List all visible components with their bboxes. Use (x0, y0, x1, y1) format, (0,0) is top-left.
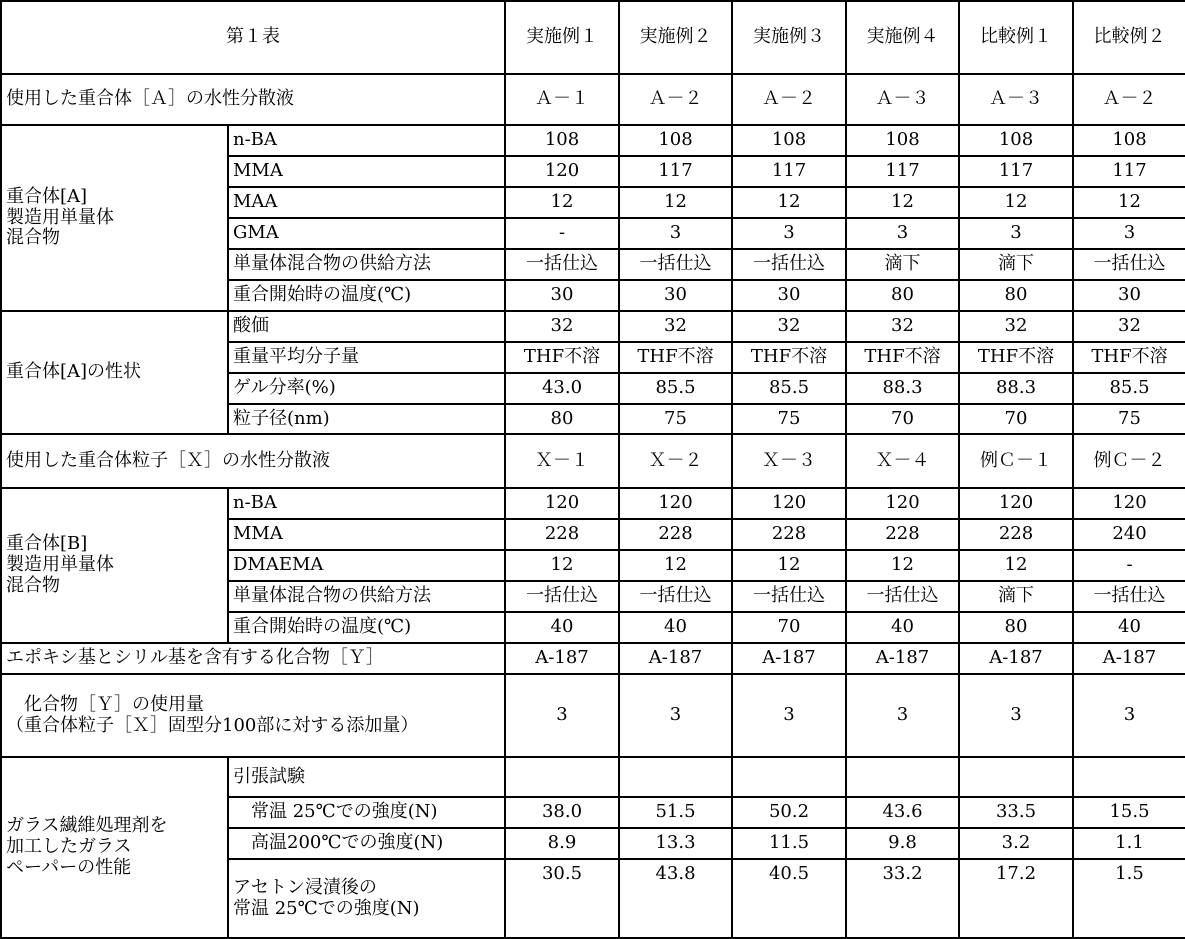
column-header: 実施例１ (505, 1, 619, 74)
value-cell: 33.5 (959, 797, 1073, 828)
value-cell: 85.5 (732, 373, 846, 404)
value-cell: 8.9 (505, 828, 619, 859)
value-cell (846, 757, 959, 797)
group-label-monomer-b: 重合体[B] 製造用単量体 混合物 (1, 488, 228, 643)
value-cell: 30.5 (505, 859, 619, 938)
value-cell: 120 (505, 488, 619, 519)
value-cell: 117 (959, 156, 1073, 187)
value-cell: 40.5 (732, 859, 846, 938)
value-cell: 1.5 (1073, 859, 1185, 938)
value-cell: 32 (1073, 311, 1185, 342)
value-cell: 120 (732, 488, 846, 519)
value-cell: 一括仕込 (505, 249, 619, 280)
value-cell (959, 757, 1073, 797)
sub-label: 常温 25℃での強度(N) (228, 797, 505, 828)
value-cell: 40 (505, 612, 619, 643)
value-cell: 108 (505, 125, 619, 156)
group-label-monomer-a: 重合体[A] 製造用単量体 混合物 (1, 125, 228, 311)
value-cell: 32 (732, 311, 846, 342)
sub-label: 高温200℃での強度(N) (228, 828, 505, 859)
column-header: 比較例２ (1073, 1, 1185, 74)
value-cell: 51.5 (619, 797, 732, 828)
sub-label: MAA (228, 187, 505, 218)
value-cell: 12 (505, 187, 619, 218)
value-cell: 滴下 (959, 249, 1073, 280)
value-cell: 33.2 (846, 859, 959, 938)
value-cell: Ａ－２ (619, 74, 732, 125)
sub-label: 重合開始時の温度(℃) (228, 280, 505, 311)
value-cell: 70 (959, 404, 1073, 434)
value-cell: 一括仕込 (732, 581, 846, 612)
value-cell: 117 (619, 156, 732, 187)
column-header: 実施例２ (619, 1, 732, 74)
value-cell: 17.2 (959, 859, 1073, 938)
sub-label: 引張試験 (228, 757, 505, 797)
value-cell: 3 (505, 674, 619, 757)
value-cell: 例Ｃ－２ (1073, 434, 1185, 488)
sub-label: 重合開始時の温度(℃) (228, 612, 505, 643)
value-cell: 32 (505, 311, 619, 342)
value-cell: 3 (846, 674, 959, 757)
value-cell: 3 (959, 218, 1073, 249)
value-cell: 3 (732, 218, 846, 249)
value-cell: 108 (1073, 125, 1185, 156)
value-cell: 88.3 (959, 373, 1073, 404)
value-cell: THF不溶 (959, 342, 1073, 373)
value-cell: 43.8 (619, 859, 732, 938)
value-cell: Ａ－１ (505, 74, 619, 125)
value-cell: 120 (846, 488, 959, 519)
value-cell: 一括仕込 (619, 581, 732, 612)
sub-label: 重量平均分子量 (228, 342, 505, 373)
sub-label: n-BA (228, 488, 505, 519)
value-cell: Ｘ－１ (505, 434, 619, 488)
dispersion-a-row (1, 74, 1185, 125)
value-cell: 12 (732, 550, 846, 581)
value-cell: 120 (959, 488, 1073, 519)
value-cell: A-187 (959, 643, 1073, 674)
value-cell: 117 (1073, 156, 1185, 187)
value-cell: 117 (732, 156, 846, 187)
group-label-properties-a: 重合体[A]の性状 (1, 311, 228, 434)
table-row (1, 488, 1185, 519)
sub-label: ゲル分率(%) (228, 373, 505, 404)
value-cell: 117 (846, 156, 959, 187)
value-cell: Ｘ－２ (619, 434, 732, 488)
value-cell (505, 757, 619, 797)
value-cell: 9.8 (846, 828, 959, 859)
value-cell: 3 (1073, 674, 1185, 757)
sub-label: 酸価 (228, 311, 505, 342)
value-cell: 108 (732, 125, 846, 156)
value-cell: 12 (1073, 187, 1185, 218)
sub-label: DMAEMA (228, 550, 505, 581)
value-cell: 滴下 (846, 249, 959, 280)
compound-y-row (1, 643, 1185, 674)
value-cell: 70 (846, 404, 959, 434)
value-cell: THF不溶 (732, 342, 846, 373)
value-cell: 80 (505, 404, 619, 434)
value-cell: 75 (619, 404, 732, 434)
group-label-glass-paper: ガラス繊維処理剤を 加工したガラス ペーパーの性能 (1, 757, 228, 938)
value-cell: 40 (619, 612, 732, 643)
sub-label: MMA (228, 156, 505, 187)
table-row (1, 757, 1185, 797)
value-cell: 120 (1073, 488, 1185, 519)
value-cell: 88.3 (846, 373, 959, 404)
value-cell: 85.5 (619, 373, 732, 404)
row-label: 使用した重合体粒子［Ｘ］の水性分散液 (1, 434, 505, 488)
value-cell: 120 (505, 156, 619, 187)
column-header: 実施例４ (846, 1, 959, 74)
row-label: 使用した重合体［Ａ］の水性分散液 (1, 74, 505, 125)
value-cell: 3 (619, 218, 732, 249)
value-cell: 11.5 (732, 828, 846, 859)
value-cell: 12 (959, 550, 1073, 581)
value-cell: A-187 (1073, 643, 1185, 674)
value-cell: 30 (732, 280, 846, 311)
value-cell: 12 (505, 550, 619, 581)
value-cell: 12 (846, 550, 959, 581)
value-cell: 70 (732, 612, 846, 643)
value-cell: 38.0 (505, 797, 619, 828)
sub-label: 粒子径(nm) (228, 404, 505, 434)
value-cell: 1.1 (1073, 828, 1185, 859)
value-cell: 一括仕込 (619, 249, 732, 280)
value-cell: 一括仕込 (505, 581, 619, 612)
value-cell: 30 (505, 280, 619, 311)
value-cell: 3 (732, 674, 846, 757)
value-cell: 32 (959, 311, 1073, 342)
value-cell: 40 (1073, 612, 1185, 643)
sub-label: 単量体混合物の供給方法 (228, 581, 505, 612)
value-cell: - (505, 218, 619, 249)
value-cell: 12 (619, 187, 732, 218)
value-cell: 13.3 (619, 828, 732, 859)
value-cell: Ａ－３ (959, 74, 1073, 125)
compound-y-amount-row (1, 674, 1185, 757)
value-cell: Ａ－２ (732, 74, 846, 125)
value-cell (619, 757, 732, 797)
value-cell: 43.6 (846, 797, 959, 828)
value-cell: 12 (619, 550, 732, 581)
sub-label: MMA (228, 519, 505, 550)
table-row (1, 125, 1185, 156)
table-row (1, 311, 1185, 342)
row-label: 化合物［Ｙ］の使用量 （重合体粒子［Ｘ］固型分100部に対する添加量） (1, 674, 505, 757)
value-cell: 50.2 (732, 797, 846, 828)
column-header: 比較例１ (959, 1, 1073, 74)
value-cell: Ａ－２ (1073, 74, 1185, 125)
value-cell: 例Ｃ－１ (959, 434, 1073, 488)
column-header: 実施例３ (732, 1, 846, 74)
value-cell: 12 (846, 187, 959, 218)
value-cell: 40 (846, 612, 959, 643)
value-cell: 108 (619, 125, 732, 156)
value-cell: THF不溶 (619, 342, 732, 373)
value-cell: 3.2 (959, 828, 1073, 859)
value-cell: 108 (846, 125, 959, 156)
value-cell: THF不溶 (1073, 342, 1185, 373)
value-cell: 30 (1073, 280, 1185, 311)
value-cell: 85.5 (1073, 373, 1185, 404)
value-cell: A-187 (505, 643, 619, 674)
value-cell: 75 (1073, 404, 1185, 434)
sub-label: 単量体混合物の供給方法 (228, 249, 505, 280)
value-cell: 228 (959, 519, 1073, 550)
value-cell: 一括仕込 (846, 581, 959, 612)
value-cell: 3 (846, 218, 959, 249)
value-cell: A-187 (846, 643, 959, 674)
value-cell: 228 (505, 519, 619, 550)
value-cell: 一括仕込 (1073, 249, 1185, 280)
sub-label: GMA (228, 218, 505, 249)
value-cell: 30 (619, 280, 732, 311)
value-cell: THF不溶 (505, 342, 619, 373)
header-row (1, 1, 1185, 74)
value-cell: Ｘ－４ (846, 434, 959, 488)
value-cell: 75 (732, 404, 846, 434)
value-cell: 一括仕込 (1073, 581, 1185, 612)
table-title: 第１表 (1, 1, 505, 74)
sub-label: n-BA (228, 125, 505, 156)
value-cell: 12 (959, 187, 1073, 218)
value-cell: 228 (846, 519, 959, 550)
value-cell: 12 (732, 187, 846, 218)
value-cell: 3 (1073, 218, 1185, 249)
sub-label: アセトン浸漬後の 常温 25℃での強度(N) (228, 859, 505, 938)
value-cell: 3 (959, 674, 1073, 757)
value-cell: 80 (846, 280, 959, 311)
value-cell: 228 (732, 519, 846, 550)
value-cell: 108 (959, 125, 1073, 156)
value-cell: A-187 (619, 643, 732, 674)
dispersion-x-row (1, 434, 1185, 488)
value-cell: 120 (619, 488, 732, 519)
value-cell: Ａ－３ (846, 74, 959, 125)
value-cell: 80 (959, 612, 1073, 643)
value-cell: 3 (619, 674, 732, 757)
value-cell: - (1073, 550, 1185, 581)
value-cell: 15.5 (1073, 797, 1185, 828)
value-cell: 80 (959, 280, 1073, 311)
value-cell: 32 (619, 311, 732, 342)
value-cell: 滴下 (959, 581, 1073, 612)
value-cell: 240 (1073, 519, 1185, 550)
value-cell (1073, 757, 1185, 797)
row-label: エポキシ基とシリル基を含有する化合物［Ｙ］ (1, 643, 505, 674)
value-cell: 228 (619, 519, 732, 550)
value-cell: THF不溶 (846, 342, 959, 373)
value-cell: 一括仕込 (732, 249, 846, 280)
value-cell (732, 757, 846, 797)
value-cell: 43.0 (505, 373, 619, 404)
value-cell: 32 (846, 311, 959, 342)
value-cell: A-187 (732, 643, 846, 674)
value-cell: Ｘ－３ (732, 434, 846, 488)
